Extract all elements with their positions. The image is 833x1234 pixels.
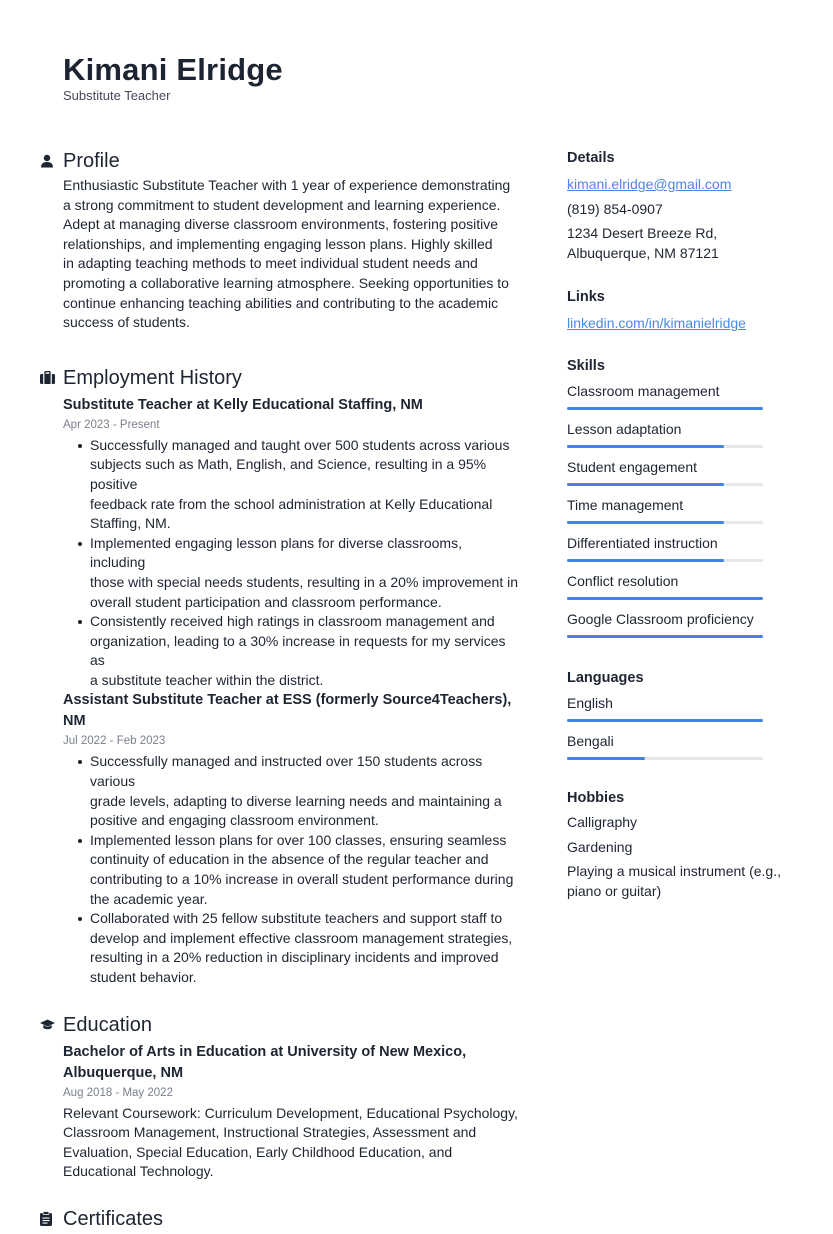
language-label: English xyxy=(567,694,613,711)
hobby-line: Gardening xyxy=(567,838,633,855)
bullet-item xyxy=(90,534,520,612)
languages-section xyxy=(567,666,787,766)
details-section xyxy=(567,146,787,263)
profile-line: promoting a collaborative learning atmosphere. Seeking opportunities to xyxy=(63,274,509,291)
level-bar-track xyxy=(567,635,763,638)
job-title: Substitute Teacher at Kelly Educational Staffing, NM xyxy=(63,396,423,413)
links-section xyxy=(567,285,787,334)
education-section xyxy=(40,1010,520,1182)
profile-line: in adapting teaching methods to meet individual student needs and xyxy=(63,255,478,272)
skill-item xyxy=(567,530,787,568)
level-bar-track xyxy=(567,407,763,410)
education-dates: Aug 2018 - May 2022 xyxy=(63,1086,173,1099)
skill-label: Time management xyxy=(567,496,684,513)
education-line: Evaluation, Special Education, Early Childhood Education, and xyxy=(63,1143,453,1160)
employment-section xyxy=(40,363,520,988)
profile-line: success of students. xyxy=(63,314,190,331)
level-bar-track xyxy=(567,757,763,760)
education-entry xyxy=(63,1042,520,1182)
level-bar-track xyxy=(567,719,763,722)
level-bar-track xyxy=(567,521,763,524)
skill-label: Conflict resolution xyxy=(567,572,679,589)
level-bar-fill xyxy=(567,445,724,448)
skill-label: Google Classroom proficiency xyxy=(567,610,754,627)
skill-label: Lesson adaptation xyxy=(567,420,682,437)
language-item xyxy=(567,728,787,766)
resume-header xyxy=(63,52,283,104)
job-dates: Apr 2023 - Present xyxy=(63,418,160,431)
education-line: Classroom Management, Instructional Strategies, Assessment and xyxy=(63,1124,477,1141)
employment-heading xyxy=(40,363,520,393)
skill-item xyxy=(567,416,787,454)
hobby-line: Calligraphy xyxy=(567,813,638,830)
skill-label: Student engagement xyxy=(567,458,697,475)
job-bullets xyxy=(63,436,520,691)
skills-list xyxy=(567,378,787,644)
graduation-cap-icon xyxy=(40,1019,63,1031)
job-bullets xyxy=(63,752,520,987)
bullet-line: positive and engaging classroom environment. xyxy=(90,812,379,829)
bullet-line: grade levels, adapting to diverse learning needs and maintaining a xyxy=(90,792,502,809)
email-link[interactable]: kimani.elridge@gmail.com xyxy=(567,176,732,192)
skill-item xyxy=(567,378,787,416)
job-entry xyxy=(63,395,520,691)
level-bar-track xyxy=(567,597,763,600)
education-list xyxy=(63,1042,520,1182)
profile-heading xyxy=(40,146,520,176)
level-bar-fill xyxy=(567,597,763,600)
bullet-line: resulting in a 20% reduction in disciplinary incidents and improved xyxy=(90,949,499,966)
skills-section xyxy=(567,354,787,644)
language-item xyxy=(567,690,787,728)
bullet-line: Successfully managed and instructed over 150 students across various xyxy=(90,753,483,790)
bullet-line: Successfully managed and taught over 500 students across various xyxy=(90,436,510,453)
level-bar-fill xyxy=(567,719,763,722)
level-bar-fill xyxy=(567,407,763,410)
skill-label: Classroom management xyxy=(567,382,720,399)
candidate-title: Substitute Teacher xyxy=(63,88,171,103)
profile-title: Profile xyxy=(63,150,120,172)
job-list xyxy=(63,395,520,988)
person-icon xyxy=(40,154,63,168)
skill-label: Differentiated instruction xyxy=(567,534,718,551)
bullet-line: the academic year. xyxy=(90,890,208,907)
level-bar-fill xyxy=(567,757,645,760)
skill-item xyxy=(567,492,787,530)
level-bar-fill xyxy=(567,521,724,524)
hobby-line: Playing a musical instrument (e.g., xyxy=(567,863,781,880)
education-line: Relevant Coursework: Curriculum Development, Educational Psychology, xyxy=(63,1104,518,1121)
certificates-title: Certificates xyxy=(63,1207,164,1230)
linkedin-link[interactable]: linkedin.com/in/kimanielridge xyxy=(567,315,746,332)
profile-line: a strong commitment to student development and learning experience. xyxy=(63,196,501,213)
links-title: Links xyxy=(567,289,605,306)
details-title: Details xyxy=(567,150,615,166)
skills-title: Skills xyxy=(567,357,605,374)
address-line: Albuquerque, NM 87121 xyxy=(567,244,719,261)
hobby-item xyxy=(567,838,787,858)
address xyxy=(567,224,787,263)
bullet-line: subjects such as Math, English, and Science, resulting in a 95% positive xyxy=(90,456,487,492)
hobbies-title: Hobbies xyxy=(567,789,625,806)
candidate-name: Kimani Elridge xyxy=(63,52,283,87)
certificates-section xyxy=(40,1204,520,1234)
bullet-line: a substitute teacher within the district. xyxy=(90,671,324,688)
profile-section xyxy=(40,146,520,333)
bullet-line: Collaborated with 25 fellow substitute teachers and support staff to xyxy=(90,910,503,927)
sidebar xyxy=(567,146,787,906)
skill-item xyxy=(567,454,787,492)
bullet-line: Staffing, NM. xyxy=(90,515,171,532)
hobbies-section xyxy=(567,786,787,901)
languages-title: Languages xyxy=(567,669,644,686)
degree-title: Bachelor of Arts in Education at University of New Mexico, xyxy=(63,1043,467,1060)
level-bar-track xyxy=(567,559,763,562)
hobby-line: piano or guitar) xyxy=(567,882,662,899)
bullet-item xyxy=(90,909,520,987)
employment-title: Employment History xyxy=(63,366,242,389)
profile-line: Adept at managing diverse classroom environments, fostering positive xyxy=(63,216,498,233)
bullet-line: continuity of education in the absence of the regular teacher and xyxy=(90,851,489,868)
level-bar-fill xyxy=(567,559,724,562)
job-entry xyxy=(63,690,520,987)
job-title: Assistant Substitute Teacher at ESS (formerly Source4Teachers), xyxy=(63,692,512,709)
skill-item xyxy=(567,568,787,606)
bullet-item xyxy=(90,612,520,690)
bullet-item xyxy=(90,752,520,830)
profile-line: Enthusiastic Substitute Teacher with 1 year of experience demonstrating xyxy=(63,177,511,193)
bullet-item xyxy=(90,831,520,909)
profile-line: continue enhancing teaching abilities and contributing to the academic xyxy=(63,294,499,311)
degree-title: Albuquerque, NM xyxy=(63,1064,184,1081)
bullet-line: Implemented engaging lesson plans for diverse classrooms, including xyxy=(90,534,462,571)
bullet-item xyxy=(90,436,520,534)
bullet-line: organization, leading to a 30% increase in requests for my services as xyxy=(90,632,506,669)
hobby-item xyxy=(567,813,787,833)
address-line: 1234 Desert Breeze Rd, xyxy=(567,225,718,242)
job-title: NM xyxy=(63,713,86,730)
education-line: Educational Technology. xyxy=(63,1163,214,1180)
language-label: Bengali xyxy=(567,732,614,749)
main-column xyxy=(40,146,520,1234)
bullet-line: Implemented lesson plans for over 100 classes, ensuring seamless xyxy=(90,831,507,848)
languages-list xyxy=(567,690,787,766)
bullet-line: contributing to a 10% increase in overall student performance during xyxy=(90,871,514,888)
level-bar-track xyxy=(567,445,763,448)
profile-summary xyxy=(63,176,520,333)
bullet-line: those with special needs students, resulting in a 20% improvement in xyxy=(90,573,519,590)
hobby-item xyxy=(567,862,787,901)
bullet-line: overall student participation and classroom performance. xyxy=(90,593,442,610)
level-bar-fill xyxy=(567,635,763,638)
education-title: Education xyxy=(63,1013,152,1036)
bullet-line: student behavior. xyxy=(90,969,197,985)
level-bar-track xyxy=(567,483,763,486)
education-heading xyxy=(40,1010,520,1040)
bullet-line: Consistently received high ratings in classroom management and xyxy=(90,613,495,630)
bullet-line: feedback rate from the school administration at Kelly Educational xyxy=(90,495,493,512)
skill-item xyxy=(567,606,787,644)
hobbies-list xyxy=(567,813,787,901)
clipboard-icon xyxy=(40,1211,63,1226)
bullet-line: develop and implement effective classroom management strategies, xyxy=(90,929,513,946)
profile-line: relationships, and implementing engaging lesson plans. Highly skilled xyxy=(63,235,493,252)
phone-number: (819) 854-0907 xyxy=(567,200,663,217)
job-dates: Jul 2022 - Feb 2023 xyxy=(63,735,166,748)
certificates-heading xyxy=(40,1204,520,1234)
level-bar-fill xyxy=(567,483,724,486)
briefcase-icon xyxy=(40,371,63,384)
